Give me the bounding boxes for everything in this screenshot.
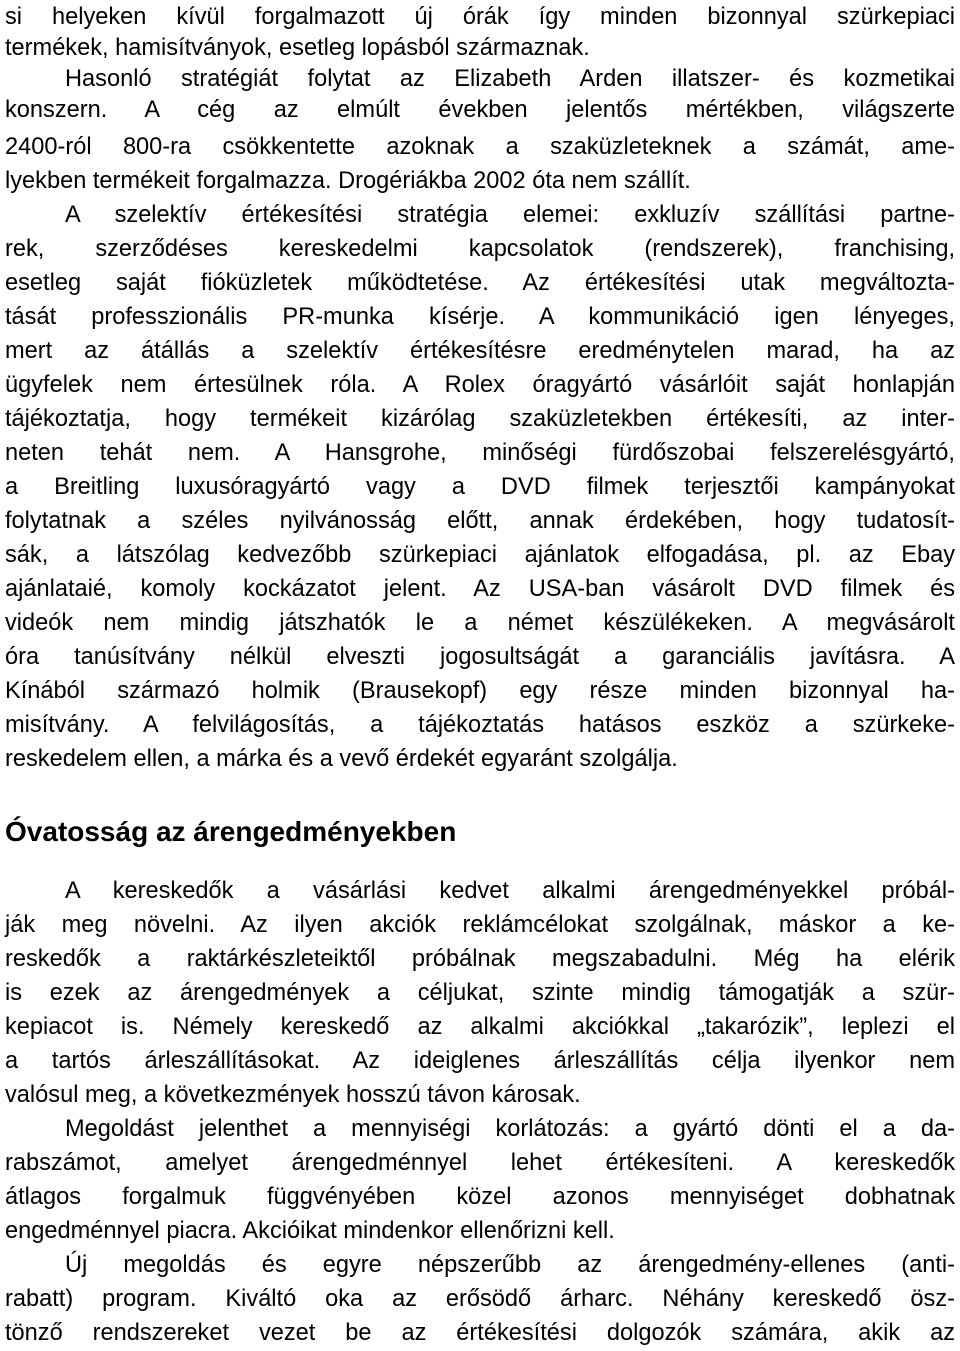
text-line: reskedelem ellen, a márka és a vevő érdekét egyaránt szolgálja.: [5, 746, 678, 772]
text-line: rabatt) program. Kiváltó oka az erősödő árharc. Néhány kereskedő ösz-: [5, 1286, 955, 1312]
section-heading: Óvatosság az árengedményekben: [5, 816, 457, 847]
text-line: A kereskedők a vásárlási kedvet alkalmi árengedményekkel próbál-: [65, 878, 955, 904]
text-line: folytatnak a széles nyilvánosság előtt, annak érdekében, hogy tudatosít-: [5, 508, 955, 534]
text-line: a tartós árleszállításokat. Az ideiglenes árleszállítás célja ilyenkor nem: [5, 1048, 955, 1074]
text-line: ják meg növelni. Az ilyen akciók reklámcélokat szolgálnak, máskor a ke-: [5, 912, 955, 938]
text-line: is ezek az árengedmények a céljukat, szinte mindig támogatják a szür-: [5, 980, 955, 1006]
text-line: tását professzionális PR-munka kísérje. A kommunikáció igen lényeges,: [5, 304, 955, 330]
text-line: sák, a látszólag kedvezőbb szürkepiaci ajánlatok elfogadása, pl. az Ebay: [5, 542, 955, 568]
text-line: a Breitling luxusóragyártó vagy a DVD filmek terjesztői kampányokat: [5, 474, 955, 500]
text-line: esetleg saját fióküzletek működtetése. Az értékesítési utak megváltozta-: [5, 270, 955, 296]
text-line: átlagos forgalmuk függvényében közel azonos mennyiséget dobhatnak: [5, 1184, 955, 1210]
text-line: termékek, hamisítványok, esetleg lopásból származnak.: [5, 35, 590, 61]
text-line: valósul meg, a következmények hosszú távon károsak.: [5, 1082, 581, 1108]
text-line: rek, szerződéses kereskedelmi kapcsolatok (rendszerek), franchising,: [5, 236, 955, 262]
text-line: misítvány. A felvilágosítás, a tájékoztatás hatásos eszköz a szürkeke-: [5, 712, 955, 738]
text-line: tájékoztatja, hogy termékeit kizárólag szaküzletekben értékesíti, az inter-: [5, 406, 955, 432]
text-line: lyekben termékeit forgalmazza. Drogériákba 2002 óta nem szállít.: [5, 168, 691, 194]
text-line: engedménnyel piacra. Akcióikat mindenkor ellenőrizni kell.: [5, 1218, 615, 1244]
text-line: tönző rendszereket vezet be az értékesítési dolgozók számára, akik az: [5, 1320, 955, 1346]
text-line: videók nem mindig játszhatók le a német készülékeken. A megvásárolt: [5, 610, 955, 636]
text-line: 2400-ról 800-ra csökkentette azoknak a szaküzleteknek a számát, ame-: [5, 134, 955, 160]
text-line: reskedők a raktárkészleteiktől próbálnak megszabadulni. Még ha elérik: [5, 946, 955, 972]
text-line: ajánlataié, komoly kockázatot jelent. Az USA-ban vásárolt DVD filmek és: [5, 576, 955, 602]
text-line: Megoldást jelenthet a mennyiségi korlátozás: a gyártó dönti el a da-: [65, 1116, 955, 1142]
text-line: Új megoldás és egyre népszerűbb az árengedmény-ellenes (anti-: [65, 1252, 955, 1278]
text-line: neten tehát nem. A Hansgrohe, minőségi fürdőszobai felszerelésgyártó,: [5, 440, 955, 466]
text-line: ügyfelek nem értesülnek róla. A Rolex óragyártó vásárlóit saját honlapján: [5, 372, 955, 398]
text-line: Hasonló stratégiát folytat az Elizabeth Arden illatszer- és kozmetikai: [65, 66, 955, 92]
text-line: si helyeken kívül forgalmazott új órák így minden bizonnyal szürkepiaci: [5, 4, 955, 30]
text-line: kepiacot is. Némely kereskedő az alkalmi akciókkal „takarózik”, leplezi el: [5, 1014, 955, 1040]
text-line: Kínából származó holmik (Brausekopf) egy része minden bizonnyal ha-: [5, 678, 955, 704]
text-line: óra tanúsítvány nélkül elveszti jogosultságát a garanciális javításra. A: [5, 644, 955, 670]
text-line: rabszámot, amelyet árengedménnyel lehet értékesíteni. A kereskedők: [5, 1150, 955, 1176]
text-line: mert az átállás a szelektív értékesítésre eredménytelen marad, ha az: [5, 338, 955, 364]
text-line: A szelektív értékesítési stratégia elemei: exkluzív szállítási partne-: [65, 202, 955, 228]
text-line: konszern. A cég az elmúlt években jelentős mértékben, világszerte: [5, 97, 955, 123]
